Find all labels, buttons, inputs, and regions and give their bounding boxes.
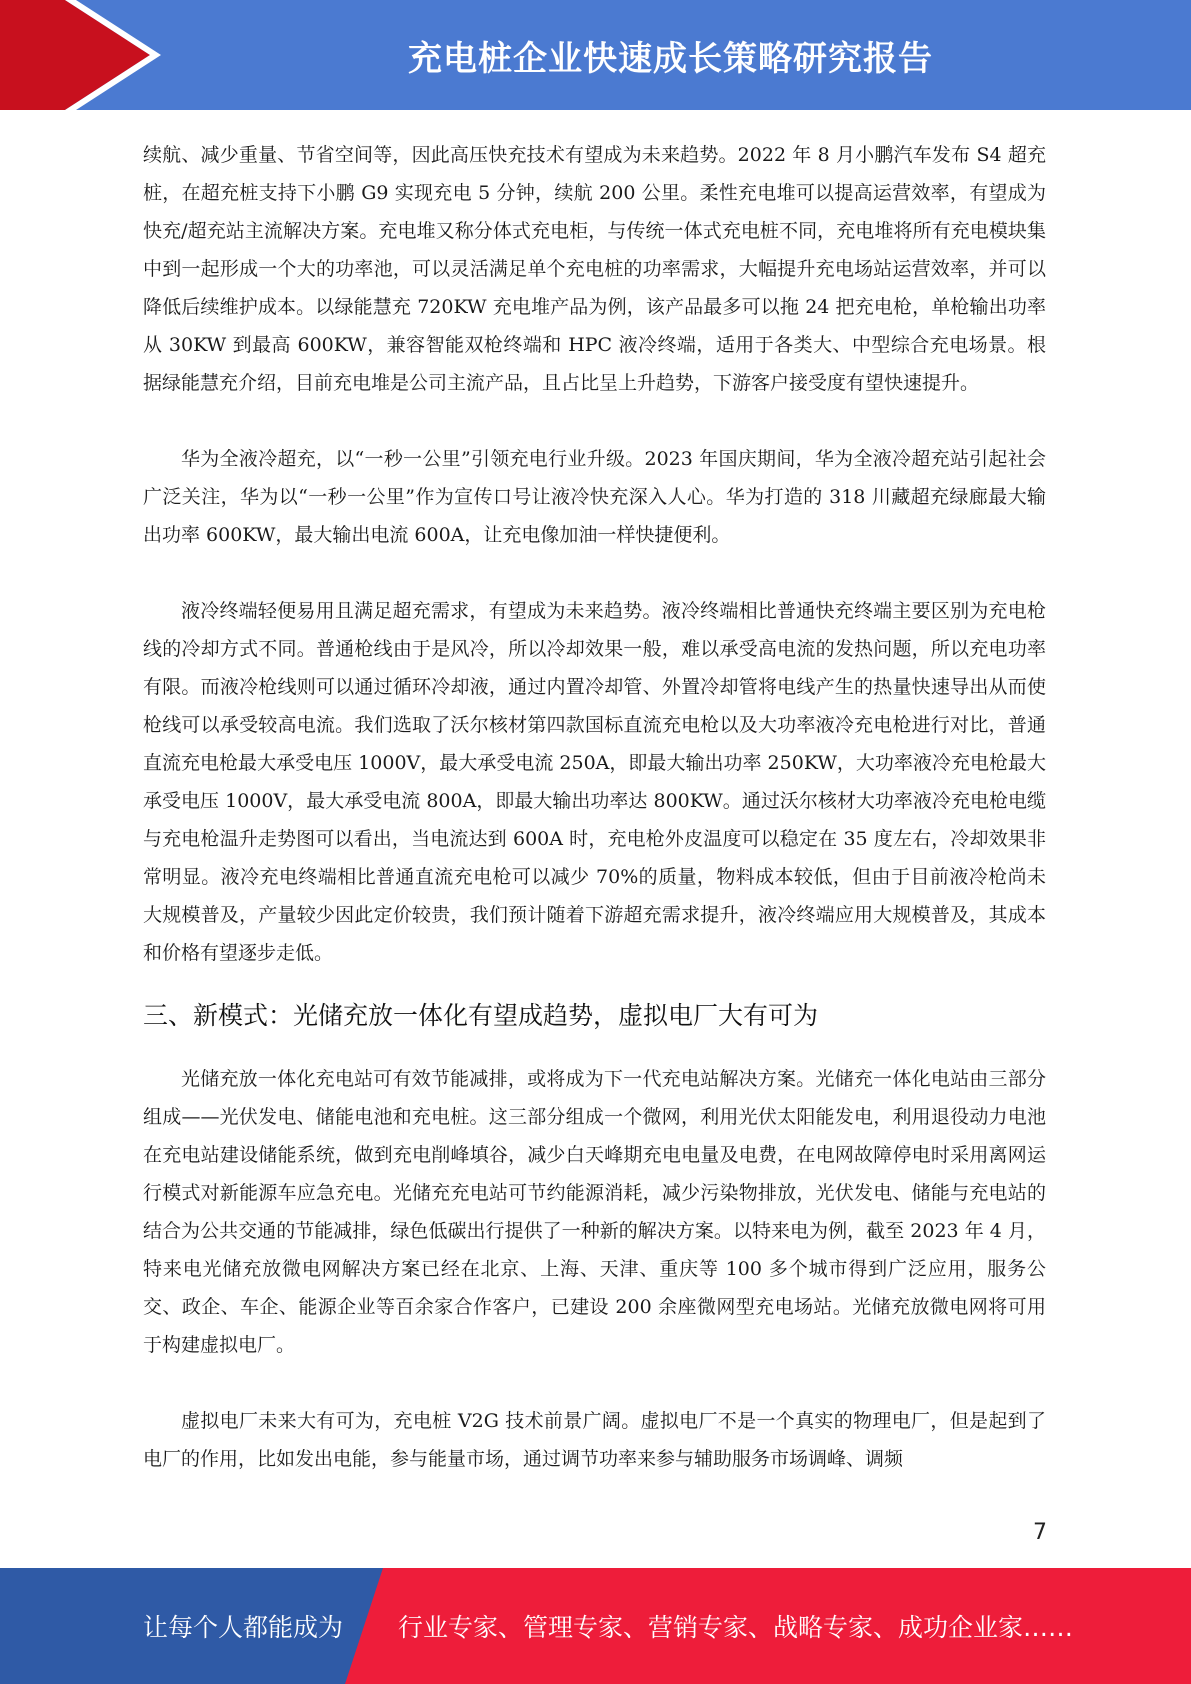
paragraph-huawei-liquid-cooling: 华为全液冷超充，以“一秒一公里”引领充电行业升级。2023 年国庆期间，华为全液冷超充站引起社会广泛关注，华为以“一秒一公里”作为宣传口号让液冷快充深入人心。华为打造的 318 川藏超充绿廊最大输出功率 600KW，最大输出电流 600A，让充电像加油一样快捷便利。 (143, 448, 1046, 546)
footer-slogan-left: 让每个人都能成为 (143, 1613, 344, 1642)
paragraph-pv-storage-charging: 光储充放一体化充电站可有效节能减排，或将成为下一代充电站解决方案。光储充一体化电站由三部分组成——光伏发电、储能电池和充电桩。这三部分组成一个微网，利用光伏太阳能发电，利用退役动力电池在充电站建设储能系统，做到充电削峰填谷，减少白天峰期充电电量及电费，在电网故障停电时采用离网运行模式对新能源车应急充电。光储充充电站可节约能源消耗，减少污染物排放，光伏发电、储能与充电站的结合为公共交通的节能减排，绿色低碳出行提供了一种新的解决方案。以特来电为例，截至 2023 年 4 月，特来电光储充放微电网解决方案已经在北京、上海、天津、重庆等 100 多个城市得到广泛应用，服务公交、政企、车企、能源企业等百余家合作客户，已建设 200 余座微网型充电场站。光储充放微电网将可用于构建虚拟电厂。 (143, 1068, 1046, 1356)
paragraph-virtual-power-plant: 虚拟电厂未来大有可为，充电桩 V2G 技术前景广阔。虚拟电厂不是一个真实的物理电厂，但是起到了电厂的作用，比如发出电能，参与能量市场，通过调节功率来参与辅助服务市场调峰、调频 (143, 1410, 1046, 1470)
page-header (0, 0, 1191, 110)
report-title: 充电桩企业快速成长策略研究报告 (408, 38, 933, 79)
footer-slogan-right: 行业专家、管理专家、营销专家、战略专家、成功企业家…… (398, 1613, 1074, 1642)
section-heading-new-model: 三、新模式：光储充放一体化有望成趋势，虚拟电厂大有可为 (143, 1001, 819, 1030)
page-number: 7 (1033, 1520, 1047, 1545)
page-footer (0, 1568, 1191, 1684)
paragraph-liquid-cooled-terminal: 液冷终端轻便易用且满足超充需求，有望成为未来趋势。液冷终端相比普通快充终端主要区别为充电枪线的冷却方式不同。普通枪线由于是风冷，所以冷却效果一般，难以承受高电流的发热问题，所以充电功率有限。而液冷枪线则可以通过循环冷却液，通过内置冷却管、外置冷却管将电线产生的热量快速导出从而使枪线可以承受较高电流。我们选取了沃尔核材第四款国标直流充电枪以及大功率液冷充电枪进行对比，普通直流充电枪最大承受电压 1000V，最大承受电流 250A，即最大输出功率 250KW，大功率液冷充电枪最大承受电压 1000V，最大承受电流 800A，即最大输出功率达 800KW。通过沃尔核材大功率液冷充电枪电缆与充电枪温升走势图可以看出，当电流达到 600A 时，充电枪外皮温度可以稳定在 35 度左右，冷却效果非常明显。液冷充电终端相比普通直流充电枪可以减少 70%的质量，物料成本较低，但由于目前液冷枪尚未大规模普及，产量较少因此定价较贵，我们预计随着下游超充需求提升，液冷终端应用大规模普及，其成本和价格有望逐步走低。 (143, 600, 1046, 964)
paragraph-fast-charging: 续航、减少重量、节省空间等，因此高压快充技术有望成为未来趋势。2022 年 8 月小鹏汽车发布 S4 超充桩，在超充桩支持下小鹏 G9 实现充电 5 分钟，续航 200 公里。柔性充电堆可以提高运营效率，有望成为快充/超充站主流解决方案。充电堆又称分体式充电柜，与传统一体式充电桩不同，充电堆将所有充电模块集中到一起形成一个大的功率池，可以灵活满足单个充电桩的功率需求，大幅提升充电场站运营效率，并可以降低后续维护成本。以绿能慧充 720KW 充电堆产品为例，该产品最多可以拖 24 把充电枪，单枪输出功率从 30KW 到最高 600KW，兼容智能双枪终端和 HPC 液冷终端，适用于各类大、中型综合充电场景。根据绿能慧充介绍，目前充电堆是公司主流产品，且占比呈上升趋势，下游客户接受度有望快速提升。 (143, 144, 1046, 394)
main-content (143, 136, 1046, 1478)
